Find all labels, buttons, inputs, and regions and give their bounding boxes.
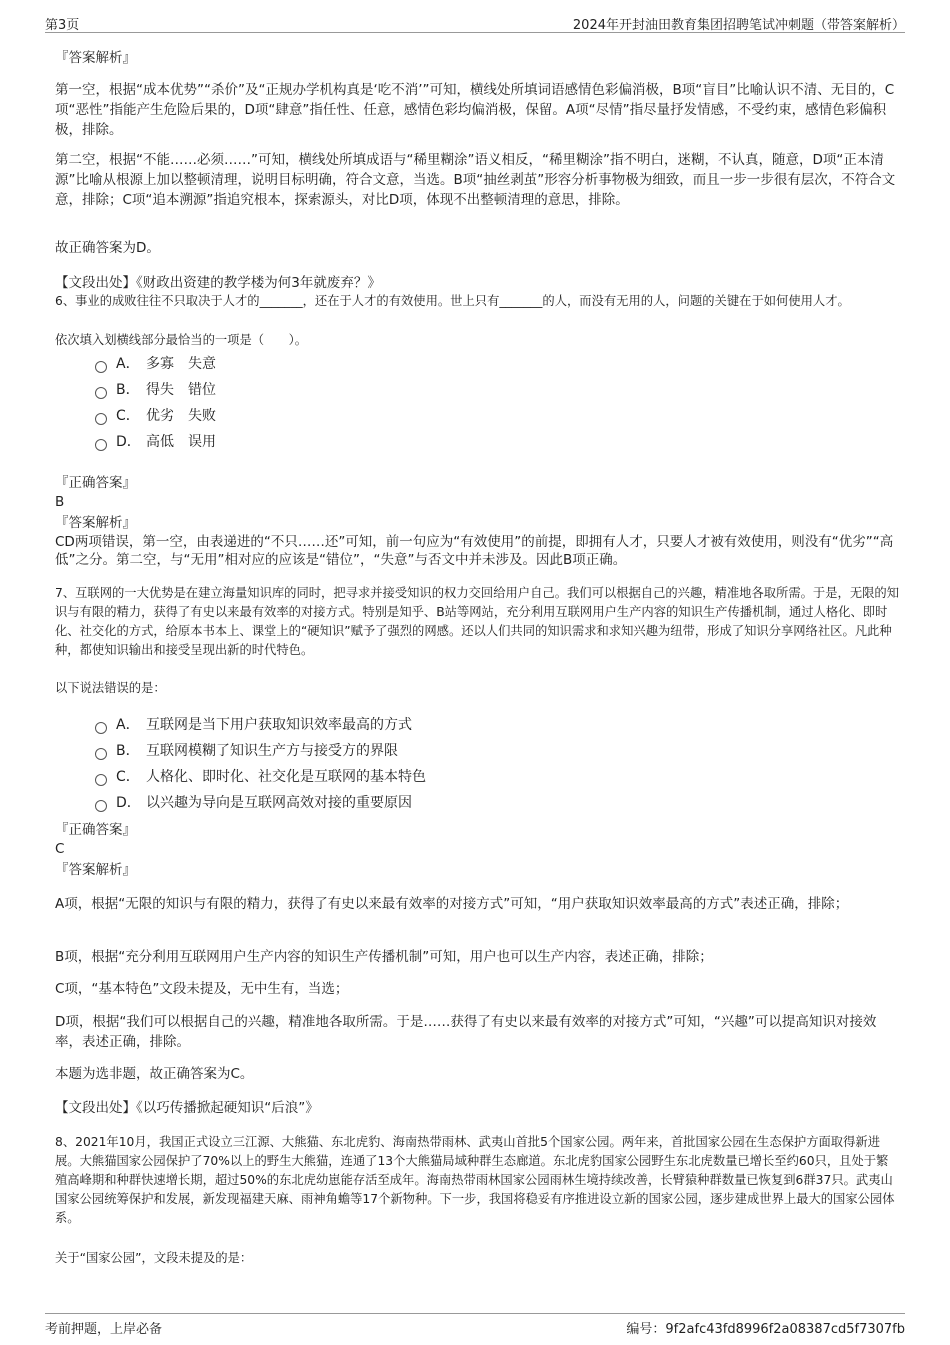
- question-8-stem: 8、2021年10月，我国正式设立三江源、大熊猫、东北虎豹、海南热带雨林、武夷山首批5个国家公园。两年来，首批国家公园在生态保护方面取得新进展。大熊猫国家公园保护了70%以上的野生大熊猫，连通了13个大熊猫局域种群生态廊道。东北虎豹国家公园野生东北虎数量已增长至约60只，且处于繁殖高峰期和种群快速增长期，超过50%的东北虎幼崽能存活至成年。海南热带雨林国家公园雨林生境持续改善，长臂猿种群数量已恢复到6群37只。武夷山国家公园统筹保护和发展，新发现福建天麻、雨神角蟾等17个新物种。下一步，我国将稳妥有序推进设立新的国家公园，逐步建成世界上最大的国家公园体系。: [55, 1135, 895, 1225]
- source-citation: 【文段出处】《财政出资建的教学楼为何3年就废弃？》: [55, 275, 381, 291]
- document-title: 2024年开封油田教育集团招聘笔试冲刺题（带答案解析）: [572, 18, 905, 33]
- radio-button[interactable]: [95, 722, 107, 734]
- footer-slogan: 考前押题，上岸必备: [45, 1322, 163, 1337]
- page-footer: [45, 1313, 905, 1337]
- q7-option-d[interactable]: D． 以兴趣为导向是互联网高效对接的重要原因: [95, 790, 426, 816]
- q7-option-c[interactable]: C． 人格化、即时化、社交化是互联网的基本特色: [95, 764, 426, 790]
- radio-button[interactable]: [95, 748, 107, 760]
- question-6-stem: 6、事业的成败往往不只取决于人才的_______，还在于人才的有效使用。世上只有_______的人，而没有无用的人，问题的关键在于如何使用人才。: [55, 294, 850, 308]
- q6-option-c[interactable]: C． 优劣 失败: [95, 403, 216, 429]
- answer-conclusion: 故正确答案为D。: [55, 240, 160, 256]
- question-7-stem: 7、互联网的一大优势是在建立海量知识库的同时，把寻求并接受知识的权力交回给用户自己。我们可以根据自己的兴趣，精准地各取所需。于是，无限的知识与有限的精力，获得了有史以来最有效率的对接方式。特别是知乎、B站等网站，充分利用互联网用户生产内容的知识生产传播机制，通过人格化、即时化、社交化的方式，给原本书本上、课堂上的“硬知识”赋予了强烈的网感。还以人们共同的知识需求和求知兴趣为纽带，形成了知识分享网络社区。凡此种种，都使知识输出和接受呈现出新的时代特色。: [55, 586, 900, 657]
- radio-button[interactable]: [95, 439, 107, 451]
- explanation-blank-1: 第一空，根据“成本优势”“杀价”及“正规办学机构真是‘吃不消’”可知，横线处所填词语感情色彩偏消极，B项“盲目”比喻认识不清、无目的，C项“恶性”指能产生危险后果的，D项“肆意”指任性、任意，感情色彩均偏消极，保留。A项“尽情”指尽量抒发情感，不受约束，感情色彩偏积极，排除。: [55, 82, 895, 138]
- q7-correct-answer: C: [55, 841, 65, 857]
- q7-option-b[interactable]: B． 互联网模糊了知识生产方与接受方的界限: [95, 738, 426, 764]
- q6-explanation: CD两项错误，第一空，由表递进的“不只……还”可知，前一句应为“有效使用”的前提，即拥有人才，只要人才被有效使用，则没有“优劣”“高低”之分。第二空，与“无用”相对应的应该是“错位”，“失意”与否文中并未涉及。因此B项正确。: [55, 534, 894, 568]
- answer-explanation-label: 『答案解析』: [55, 50, 136, 66]
- radio-button[interactable]: [95, 413, 107, 425]
- q7-explanation-d: D项，根据“我们可以根据自己的兴趣，精准地各取所需。于是……获得了有史以来最有效率的对接方式”可知，“兴趣”可以提高知识对接效率，表述正确，排除。: [55, 1014, 877, 1050]
- explanation-blank-2: 第二空，根据“不能……必须……”可知，横线处所填成语与“稀里糊涂”语义相反，“稀里糊涂”指不明白，迷糊，不认真，随意，D项“正本清源”比喻从根源上加以整顿清理，说明目标明确，符合文意，当选。B项“抽丝剥茧”形容分析事物极为细致，而且一步一步很有层次，不符合文意，排除；C项“追本溯源”指追究根本，探索源头，对比D项，体现不出整顿清理的意思，排除。: [55, 152, 896, 208]
- q6-explanation-label: 『答案解析』: [55, 515, 136, 531]
- q6-option-b[interactable]: B． 得失 错位: [95, 377, 216, 403]
- document-serial: 编号：9f2afc43fd8996f2a08387cd5f7307fb: [626, 1322, 905, 1337]
- q7-conclusion: 本题为选非题，故正确答案为C。: [55, 1066, 254, 1082]
- q6-option-a[interactable]: A． 多寡 失意: [95, 351, 216, 377]
- q7-explanation-a: A项，根据“无限的知识与有限的精力，获得了有史以来最有效率的对接方式”可知，“用户获取知识效率最高的方式”表述正确，排除；: [55, 896, 849, 912]
- page-number: 第3页: [45, 18, 80, 33]
- q6-correct-answer: B: [55, 494, 65, 510]
- q7-option-a[interactable]: A． 互联网是当下用户获取知识效率最高的方式: [95, 712, 426, 738]
- page-header: [45, 12, 905, 33]
- question-6-options: [95, 351, 216, 455]
- q6-option-d[interactable]: D． 高低 误用: [95, 429, 216, 455]
- q7-explanation-c: C项，“基本特色”文段未提及，无中生有，当选；: [55, 981, 349, 997]
- radio-button[interactable]: [95, 800, 107, 812]
- radio-button[interactable]: [95, 774, 107, 786]
- question-7-prompt: 以下说法错误的是：: [55, 681, 166, 695]
- question-7-options: [95, 712, 426, 816]
- radio-button[interactable]: [95, 361, 107, 373]
- question-6-prompt: 依次填入划横线部分最恰当的一项是（ ）。: [55, 333, 308, 347]
- q7-correct-answer-label: 『正确答案』: [55, 822, 136, 838]
- q7-explanation-b: B项，根据“充分利用互联网用户生产内容的知识生产传播机制”可知，用户也可以生产内容，表述正确，排除；: [55, 949, 713, 965]
- q7-explanation-label: 『答案解析』: [55, 862, 136, 878]
- radio-button[interactable]: [95, 387, 107, 399]
- q7-source-citation: 【文段出处】《以巧传播掀起硬知识“后浪”》: [55, 1100, 319, 1116]
- q6-correct-answer-label: 『正确答案』: [55, 475, 136, 491]
- question-8-prompt: 关于“国家公园”，文段未提及的是：: [55, 1251, 253, 1265]
